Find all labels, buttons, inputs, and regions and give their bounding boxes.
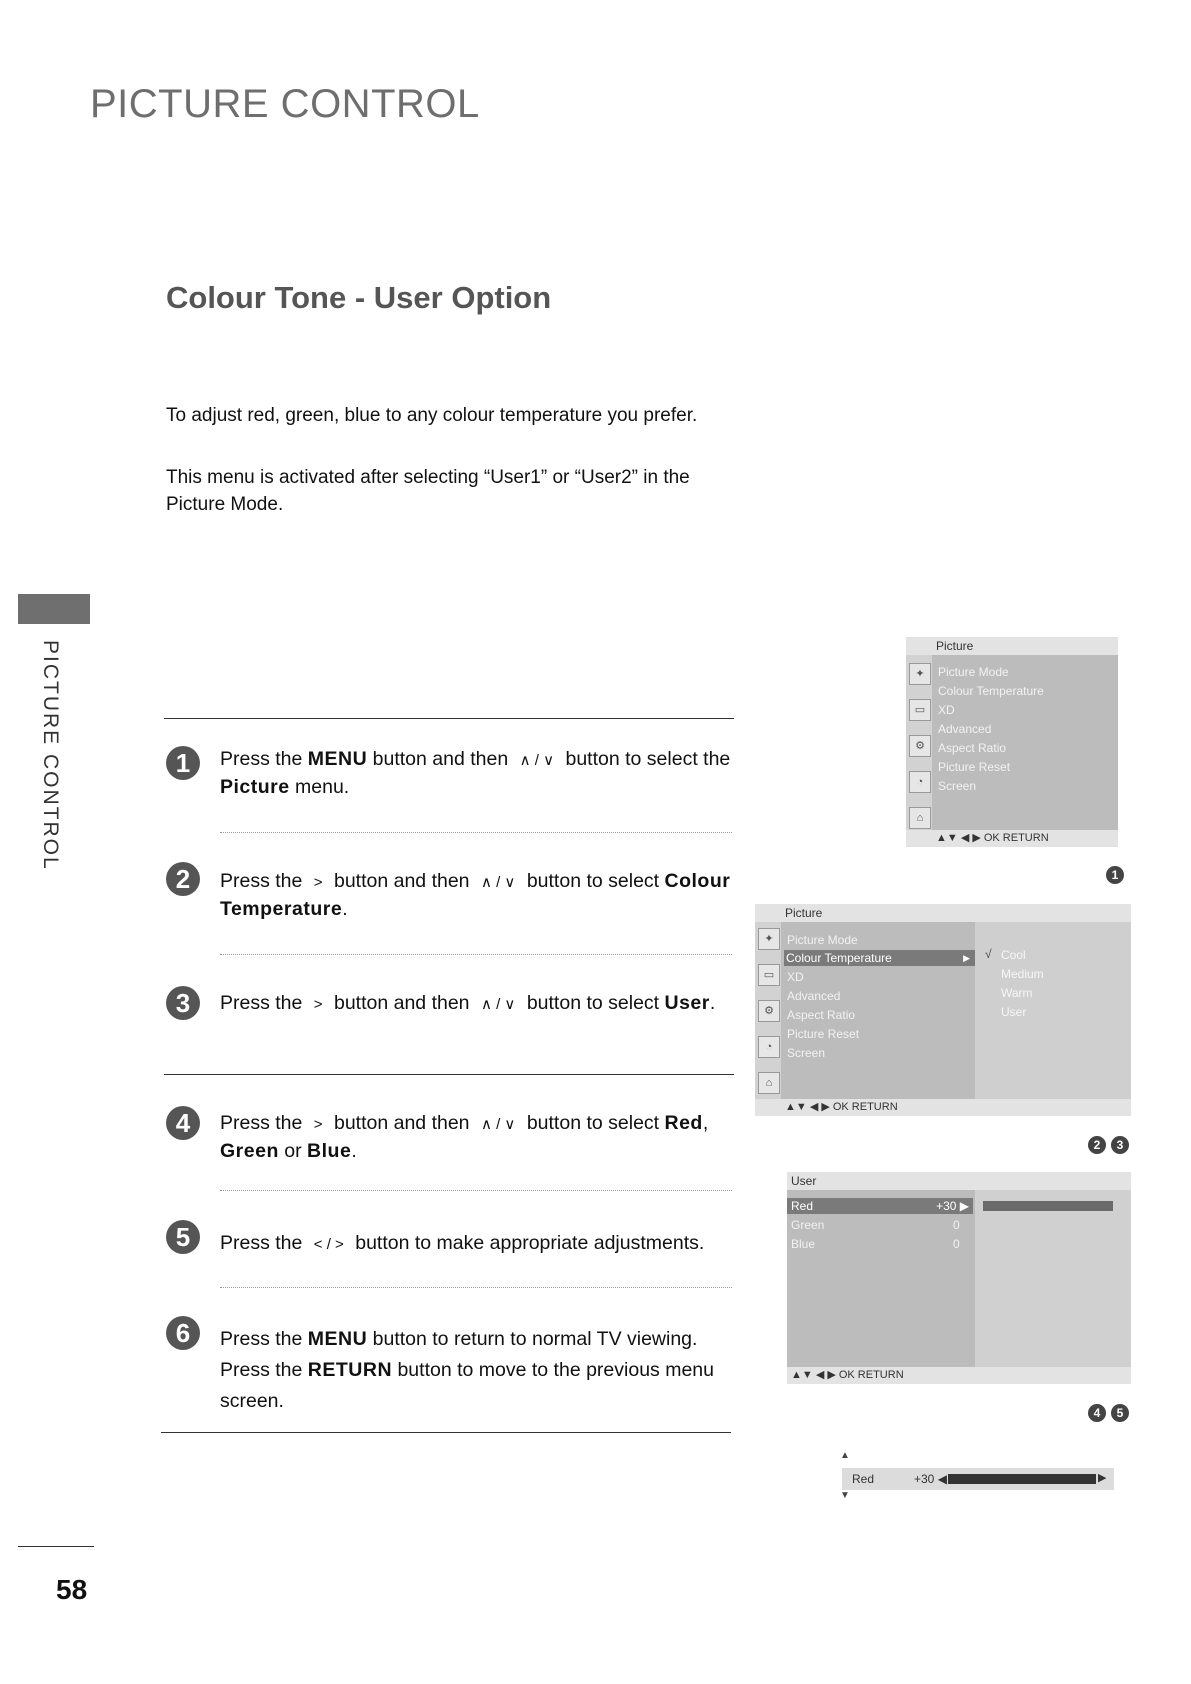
step-6-text: Press the MENU button to return to normal TV viewing. Press the RETURN button to move to the previous menu screen. xyxy=(220,1328,714,1412)
divider xyxy=(164,718,734,719)
step-number: 5 xyxy=(166,1220,200,1254)
screen-icon: ▭ xyxy=(758,964,780,986)
menu-item: XD xyxy=(787,970,804,984)
slider-label: Red xyxy=(852,1472,875,1486)
section-title: Colour Tone - User Option xyxy=(166,280,552,315)
step-number: 3 xyxy=(166,986,200,1020)
right-arrow-icon: > xyxy=(313,996,323,1013)
up-down-arrows-icon: ∧ / ∨ xyxy=(480,996,516,1013)
menu-footer: ▲▼ ◀ ▶ OK RETURN xyxy=(906,830,1118,847)
dotted-divider xyxy=(220,1190,732,1191)
menu-item: Picture Mode xyxy=(938,665,1009,679)
menu-item: Colour Temperature xyxy=(938,684,1044,698)
divider xyxy=(164,1074,734,1075)
right-triangle-icon: ▶ xyxy=(963,953,970,963)
step-number: 4 xyxy=(166,1106,200,1140)
picture-menu-screenshot xyxy=(906,637,1118,847)
up-down-arrows-icon: ∧ / ∨ xyxy=(480,874,516,891)
user-rgb-menu-screenshot xyxy=(787,1172,1131,1384)
side-label: PICTURE CONTROL xyxy=(39,640,62,871)
settings-icon: ⚙ xyxy=(758,1000,780,1022)
intro-text-1: To adjust red, green, blue to any colour temperature you prefer. xyxy=(166,405,698,426)
footer-rule xyxy=(18,1546,94,1547)
colour-temperature-menu-screenshot xyxy=(755,904,1131,1116)
intro-text-2: This menu is activated after selecting “User1” or “User2” in the Picture Mode. xyxy=(166,467,690,515)
slider-fill xyxy=(948,1474,1096,1484)
right-triangle-icon: ▶ xyxy=(1098,1472,1107,1484)
step-number: 1 xyxy=(166,746,200,780)
submenu-panel xyxy=(975,922,1131,1099)
menu-item: Picture Reset xyxy=(787,1027,860,1041)
menu-item: Aspect Ratio xyxy=(938,741,1007,755)
menu-footer: ▲▼ ◀ ▶ OK RETURN xyxy=(755,1099,1131,1116)
menu-footer: ▲▼ ◀ ▶ OK RETURN xyxy=(787,1367,1131,1384)
menu-item: Picture Mode xyxy=(787,933,858,947)
red-slider xyxy=(842,1468,1114,1490)
step-3-text: Press the > button and then ∧ / ∨ button to select User. xyxy=(220,990,740,1018)
step-badge: 1 xyxy=(1106,866,1124,884)
submenu-item: Medium xyxy=(1001,967,1044,981)
menu-item: Advanced xyxy=(787,989,841,1003)
step-2-text: Press the > button and then ∧ / ∨ button to select Colour Temperature. xyxy=(220,870,731,920)
settings-icon: ⚙ xyxy=(909,735,931,757)
slider-value: +30 ◀ xyxy=(914,1472,947,1486)
divider xyxy=(161,1432,731,1433)
submenu-item: User xyxy=(1001,1005,1027,1019)
step-number: 2 xyxy=(166,862,200,896)
down-arrow-icon: ▼ xyxy=(840,1490,850,1501)
step-badge: 5 xyxy=(1111,1404,1129,1422)
menu-header: User xyxy=(787,1172,1131,1190)
menu-item: Advanced xyxy=(938,722,992,736)
menu-item: XD xyxy=(938,703,955,717)
check-icon: √ xyxy=(985,947,992,961)
picture-icon: ✦ xyxy=(909,663,931,685)
picture-icon: ✦ xyxy=(758,928,780,950)
page-number: 58 xyxy=(56,1574,88,1605)
menu-item-selected: Colour Temperature ▶ xyxy=(784,950,976,966)
menu-header: Picture xyxy=(755,904,1131,922)
rgb-row-selected: Red +30 ▶ xyxy=(787,1198,973,1214)
menu-item: Screen xyxy=(787,1046,826,1060)
up-down-arrows-icon: ∧ / ∨ xyxy=(480,1116,516,1133)
step-4-text: Press the > button and then ∧ / ∨ button to select Red, Green or Blue. xyxy=(220,1112,709,1162)
menu-item: Aspect Ratio xyxy=(787,1008,856,1022)
menu-icon-column xyxy=(755,922,781,1099)
rgb-row-label: Green xyxy=(791,1218,825,1232)
dotted-divider xyxy=(220,954,732,955)
submenu-item: Cool xyxy=(1001,948,1026,962)
step-1-text: Press the MENU button and then ∧ / ∨ button to select the Picture menu. xyxy=(220,748,731,798)
lock-icon: ⌂ xyxy=(758,1072,780,1094)
clock-icon: ◔ xyxy=(758,1036,780,1058)
right-arrow-icon: > xyxy=(313,1116,323,1133)
clock-icon: ◔ xyxy=(909,771,931,793)
rgb-list-panel xyxy=(787,1190,975,1367)
dotted-divider xyxy=(220,1287,732,1288)
screen-icon: ▭ xyxy=(909,699,931,721)
step-badge: 4 xyxy=(1088,1404,1106,1422)
dotted-divider xyxy=(220,832,732,833)
side-tab-marker xyxy=(18,594,90,624)
page-title: PICTURE CONTROL xyxy=(90,82,480,126)
step-number: 6 xyxy=(166,1316,200,1350)
right-arrow-icon: > xyxy=(313,874,323,891)
red-level-bar xyxy=(983,1201,1113,1211)
menu-icon-column xyxy=(906,655,932,830)
up-down-arrows-icon: ∧ / ∨ xyxy=(519,752,555,769)
menu-item: Picture Reset xyxy=(938,760,1011,774)
step-badge: 2 xyxy=(1088,1136,1106,1154)
step-badge: 3 xyxy=(1111,1136,1129,1154)
step-5-text: Press the < / > button to make appropriate adjustments. xyxy=(220,1230,740,1258)
left-right-arrows-icon: < / > xyxy=(313,1236,344,1253)
rgb-row-value: 0 xyxy=(953,1218,960,1232)
up-arrow-icon: ▲ xyxy=(840,1450,850,1461)
rgb-row-value: 0 xyxy=(953,1237,960,1251)
submenu-item: Warm xyxy=(1001,986,1033,1000)
menu-header: Picture xyxy=(906,637,1118,655)
rgb-row-label: Blue xyxy=(791,1237,816,1251)
menu-item: Screen xyxy=(938,779,977,793)
lock-icon: ⌂ xyxy=(909,807,931,829)
